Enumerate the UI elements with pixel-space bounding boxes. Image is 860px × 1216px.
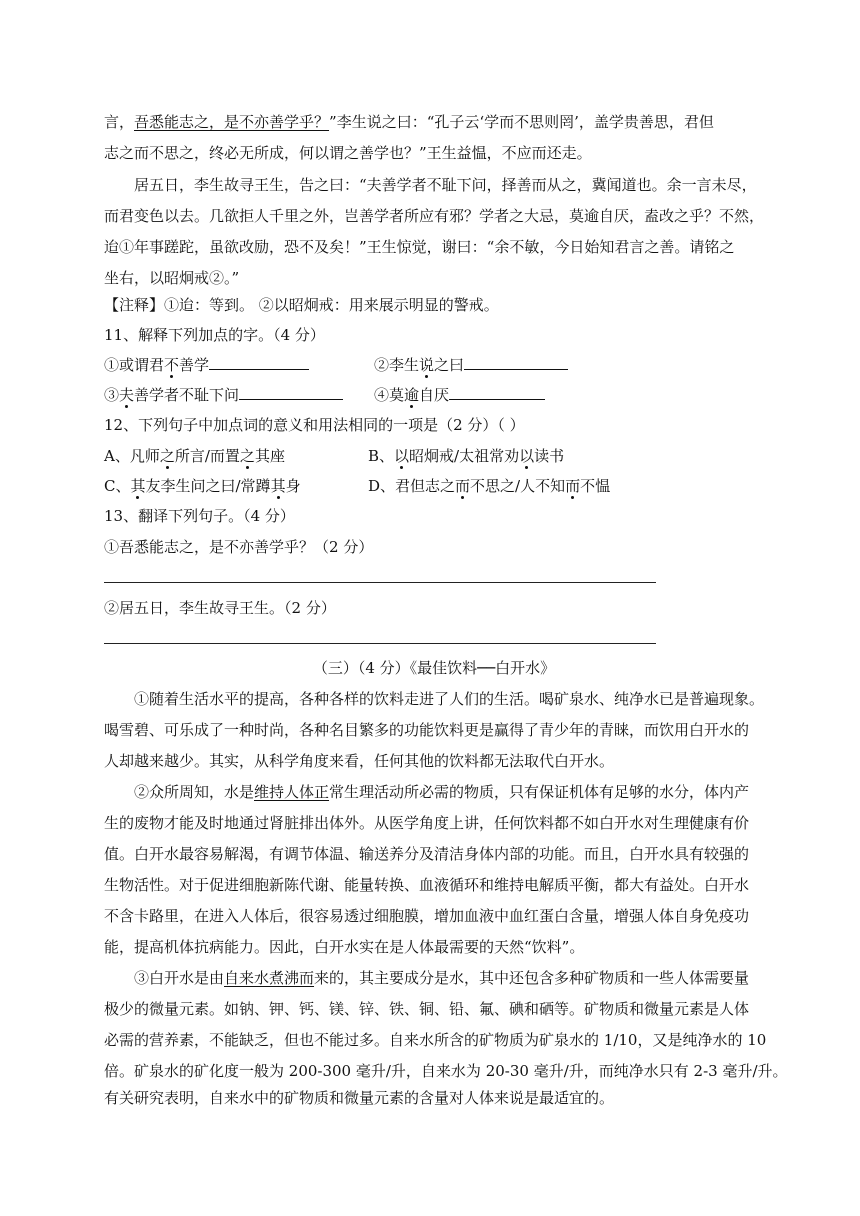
answer-line[interactable] [104, 643, 656, 644]
passage-line: 喝雪碧、可乐成了一种时尚，各种名目繁多的功能饮料更是赢得了青少年的青睐，而饮用白开水的 [104, 721, 750, 739]
option-b[interactable]: B、以昭炯戒/太祖常劝以读书 [368, 447, 565, 465]
passage-line [104, 112, 764, 132]
dotted-char: 其 [270, 477, 286, 495]
text: 言， [104, 113, 135, 131]
dotted-char: 说 [419, 356, 435, 374]
answer-line[interactable] [104, 582, 656, 583]
option-c[interactable]: C、其友李生问之曰/常蹲其身 [104, 477, 301, 495]
passage-line: 而君变色以去。几欲拒人千里之外，岂善学者所应有邪？学者之大忌，莫逾自厌，盍改之乎？不然， [104, 207, 765, 225]
answer-blank[interactable] [449, 385, 545, 400]
passage-line: ①随着生活水平的提高，各种各样的饮料走进了人们的生活。喝矿泉水、纯净水已是普遍现象。 [134, 690, 765, 708]
passage-line: 志之而不思之，终必无所成，何以谓之善学也？”王生益愠，不应而还走。 [104, 144, 592, 162]
passage-line: ③白开水是由自来水煮沸而来的，其主要成分是水，其中还包含多种矿物质和一些人体需要量 [134, 969, 750, 987]
passage-line: 居五日，李生故寻王生，告之曰：“夫善学者不耻下问，择善而从之，冀闻道也。余一言未尽， [134, 176, 757, 194]
passage-line: 极少的微量元素。如钠、钾、钙、镁、锌、铁、铜、铅、氟、碘和硒等。矿物质和微量元素是人体 [104, 1000, 750, 1018]
dotted-char: 之 [159, 447, 175, 465]
passage-line: 坐右，以昭炯戒②。” [104, 269, 240, 287]
answer-blank[interactable] [464, 355, 568, 370]
section-title: （三）（4 分）《最佳饮料──白开水》 [312, 659, 556, 677]
question-13-sentence-1: ①吾悉能志之，是不亦善学乎？（2 分） [104, 538, 374, 556]
passage-line: 人却越来越少。其实，从科学角度来看，任何其他的饮料都无法取代白开水。 [104, 752, 615, 770]
answer-blank[interactable] [209, 355, 309, 370]
passage-line: 必需的营养素，不能缺乏，但也不能过多。自来水所含的矿物质为矿泉水的 1/10，又是纯净水的 10 [104, 1031, 767, 1049]
question-13-title: 13、翻译下列句子。（4 分） [104, 507, 295, 525]
exam-page: 言，吾悉能志之，是不亦善学乎？”李生说之曰：“孔子云‘学而不思则罔’，盖学贵善思，君但 志之而不思之，终必无所成，何以谓之善学也？”王生益愠，不应而还走。 居五日，李生故寻王生，告之曰：“夫善学者不耻下问，择善而从之，冀闻道也。余一言未尽， 而君变色以去。几欲拒人千里之外，岂善学者所应有邪？学者之大忌，莫逾自厌，盍改之乎？不然， 迨①年事蹉跎，虽欲改励，恐不及矣！”王生惊觉，谢曰：“余不敏，今日始知君言之善。请铭之 坐右，以昭炯戒②。” 【注释】①迨：等到。 ②以昭炯戒：用来展示明显的警戒。 11、解释下列加点的字。（4 分） ①或谓君不善学 ②李生说之曰 ③夫善学者不耻下问 ④莫逾自厌 12、下列句子中加点词的意义和用法相同的一项是（2 分）（ ） A、凡师之所言/而置之其座 B、以昭炯戒/太祖常劝以读书 C、其友李生问之曰/常蹲其身 D、君但志之而不思之/人不知而不愠 13、翻译下列句子。（4 分） ①吾悉能志之，是不亦善学乎？（2 分） ②居五日，李生故寻王生。（2 分） （三）（4 分）《最佳饮料──白开水》 ①随着生活水平的提高，各种各样的饮料走进了人们的生活。喝矿泉水、纯净水已是普遍现象。 喝雪碧、可乐成了一种时尚，各种名目繁多的功能饮料更是赢得了青少年的青睐，而饮用白开水的 人却越来越少。其实，从科学角度来看，任何其他的饮料都无法取代白开水。 ②众所周知，水是维持人体正常生理活动所必需的物质，只有保证机体有足够的水分，体内产 生的废物才能及时地通过肾脏排出体外。从医学角度上讲，任何饮料都不如白开水对生理健康有价 值。白开水最容易解渴，有调节体温、输送养分及清洁身体内部的功能。而且，白开水具有较强的 生物活性。对于促进细胞新陈代谢、能量转换、血液循环和维持电解质平衡，都大有益处。白开水 不含卡路里，在进入人体后，很容易透过细胞膜，增加血液中血红蛋白含量，增强人体自身免疫功 能，提高机体抗病能力。因此，白开水实在是人体最需要的天然“饮料”。 ③白开水是由自来水煮沸而来的，其主要成分是水，其中还包含多种矿物质和一些人体需要量 极少的微量元素。如钠、钾、钙、镁、锌、铁、铜、铅、氟、碘和硒等。矿物质和微量元素是人体 必需的营养素，不能缺乏，但也不能过多。自来水所含的矿物质为矿泉水的 1/10，又是纯净水的 10 倍。矿泉水的矿化度一般为 200-300 毫升/升，自来水为 20-30 毫升/升，而纯净水只有 2-3 毫升/升。 有关研究表明，自来水中的矿物质和微量元素的含量对人体来说是最适宜的。 [0, 0, 860, 1216]
passage-line: 有关研究表明，自来水中的矿物质和微量元素的含量对人体来说是最适宜的。 [104, 1089, 615, 1107]
passage-line: 迨①年事蹉跎，虽欲改励，恐不及矣！”王生惊觉，谢曰：“余不敏，今日始知君言之善。请铭之 [104, 238, 735, 256]
dotted-char: 其 [130, 477, 146, 495]
underlined-phrase: 自来水煮沸而 [224, 969, 315, 987]
question-13-sentence-2: ②居五日，李生故寻王生。（2 分） [104, 599, 336, 617]
passage-line: ②众所周知，水是维持人体正常生理活动所必需的物质，只有保证机体有足够的水分，体内产 [134, 783, 750, 801]
text: ”李生说之曰：“孔子云‘学而不思则罔’，盖学贵善思，君但 [329, 113, 714, 131]
annotation-note: 【注释】①迨：等到。 ②以昭炯戒：用来展示明显的警戒。 [104, 296, 499, 314]
dotted-char: 逾 [404, 386, 420, 404]
dotted-char: 夫 [119, 386, 135, 404]
passage-line: 生的废物才能及时地通过肾脏排出体外。从医学角度上讲，任何饮料都不如白开水对生理健康有价 [104, 814, 750, 832]
passage-line: 值。白开水最容易解渴，有调节体温、输送养分及清洁身体内部的功能。而且，白开水具有较强的 [104, 845, 750, 863]
passage-line: 生物活性。对于促进细胞新陈代谢、能量转换、血液循环和维持电解质平衡，都大有益处。白开水 [104, 876, 750, 894]
dotted-char: 而 [565, 477, 581, 495]
dotted-char: 之 [239, 447, 255, 465]
answer-blank[interactable] [239, 385, 343, 400]
dotted-char: 不 [164, 356, 180, 374]
dotted-char: 以 [394, 447, 410, 465]
option-a[interactable]: A、凡师之所言/而置之其座 [104, 447, 285, 465]
passage-line: 不含卡路里，在进入人体后，很容易透过细胞膜，增加血液中血红蛋白含量，增强人体自身免疫功 [104, 907, 750, 925]
underlined-sentence: 吾悉能志之，是不亦善学乎？ [134, 113, 330, 131]
underlined-phrase: 维持人体正 [254, 783, 330, 801]
passage-line: 能，提高机体抗病能力。因此，白开水实在是人体最需要的天然“饮料”。 [104, 938, 585, 956]
dotted-char: 以 [519, 447, 535, 465]
question-12-title: 12、下列句子中加点词的意义和用法相同的一项是（2 分）（ ） [104, 416, 525, 434]
option-d[interactable]: D、君但志之而不思之/人不知而不愠 [368, 477, 611, 495]
dotted-char: 而 [455, 477, 471, 495]
question-11-title: 11、解释下列加点的字。（4 分） [104, 326, 325, 344]
passage-line: 倍。矿泉水的矿化度一般为 200-300 毫升/升，自来水为 20-30 毫升/升，而纯净水只有 2-3 毫升/升。 [104, 1062, 788, 1080]
